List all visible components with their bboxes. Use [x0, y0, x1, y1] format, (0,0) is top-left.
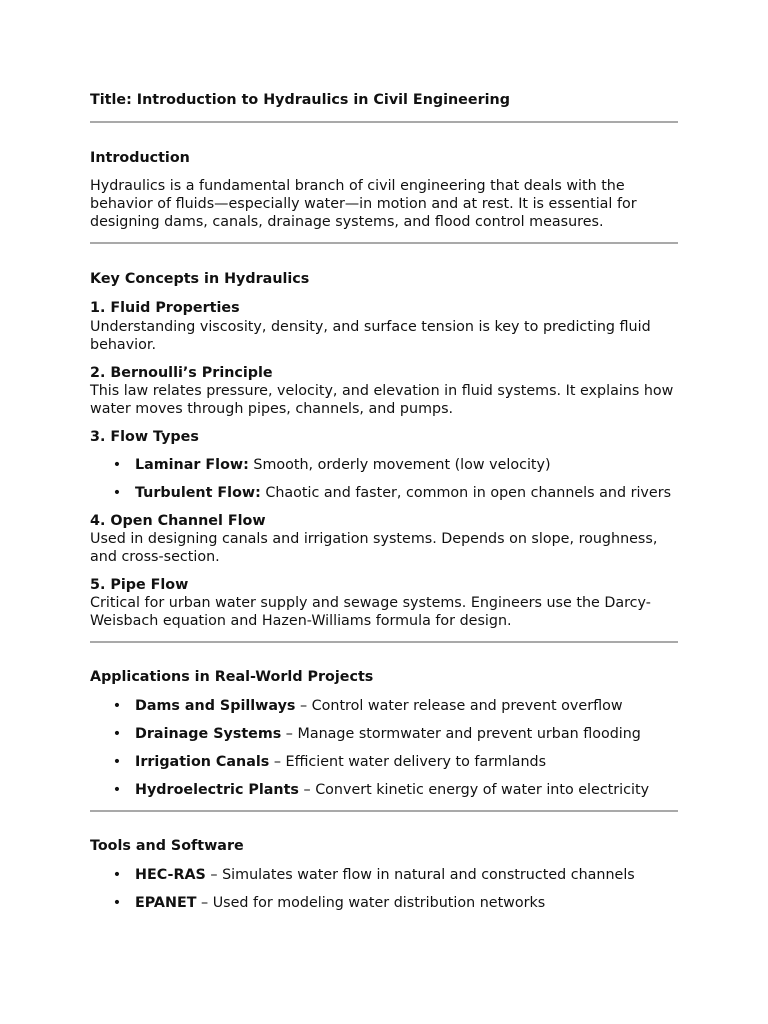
- bullet-icon: •: [112, 867, 122, 883]
- list-item: [90, 697, 678, 715]
- section-heading: Tools and Software: [90, 838, 244, 854]
- tools-list: [90, 866, 678, 912]
- list-item: [90, 781, 678, 799]
- divider: [90, 242, 678, 244]
- concept-bernoulli: [90, 364, 678, 418]
- document-title: Title: Introduction to Hydraulics in Civil Engineering: [90, 92, 510, 108]
- list-item-term: Laminar Flow:: [135, 457, 249, 473]
- list-item-desc: – Simulates water flow in natural and constructed channels: [205, 867, 635, 883]
- tools-section: [90, 836, 678, 912]
- bullet-icon: •: [112, 698, 122, 714]
- concept-fluid-properties: [90, 298, 678, 354]
- concept-flow-types: [90, 428, 678, 502]
- list-item-term: EPANET: [135, 895, 197, 911]
- list-item-term: Drainage Systems: [135, 726, 282, 742]
- list-item-term: Hydroelectric Plants: [135, 782, 299, 798]
- concept-heading: 2. Bernoulli’s Principle: [90, 365, 273, 381]
- concept-heading: 3. Flow Types: [90, 429, 199, 445]
- bullet-icon: •: [112, 782, 122, 798]
- concept-heading: 1. Fluid Properties: [90, 300, 240, 316]
- list-item-desc: Chaotic and faster, common in open channels and rivers: [260, 485, 672, 501]
- concept-body: Critical for urban water supply and sewage systems. Engineers use the Darcy-Weisbach equation and Hazen-Williams formula for design.: [90, 595, 651, 629]
- concept-pipe-flow: [90, 576, 678, 630]
- list-item: [90, 456, 678, 474]
- concept-open-channel: [90, 512, 678, 566]
- introduction-section: [90, 148, 678, 231]
- list-item-desc: – Efficient water delivery to farmlands: [269, 754, 547, 770]
- introduction-body: Hydraulics is a fundamental branch of civil engineering that deals with the behavior of fluids—especially water—in motion and at rest. It is essential for designing dams, canals, drainage systems, and flood control measures.: [90, 178, 637, 230]
- bullet-icon: •: [112, 485, 122, 501]
- bullet-icon: •: [112, 726, 122, 742]
- divider: [90, 810, 678, 812]
- concept-body: Understanding viscosity, density, and surface tension is key to predicting fluid behavior.: [90, 319, 651, 353]
- flow-types-list: [90, 456, 678, 502]
- bullet-icon: •: [112, 457, 122, 473]
- bullet-icon: •: [112, 754, 122, 770]
- divider: [90, 121, 678, 123]
- section-heading: Introduction: [90, 150, 190, 166]
- divider: [90, 641, 678, 643]
- applications-list: [90, 697, 678, 799]
- section-heading: Key Concepts in Hydraulics: [90, 271, 310, 287]
- list-item-desc: Smooth, orderly movement (low velocity): [248, 457, 551, 473]
- section-heading: Applications in Real-World Projects: [90, 669, 374, 685]
- list-item: [90, 753, 678, 771]
- concept-heading: 5. Pipe Flow: [90, 577, 189, 593]
- concept-heading: 4. Open Channel Flow: [90, 513, 266, 529]
- list-item-desc: – Control water release and prevent overflow: [295, 698, 623, 714]
- list-item-desc: – Manage stormwater and prevent urban flooding: [281, 726, 641, 742]
- list-item-term: Irrigation Canals: [135, 754, 270, 770]
- list-item: [90, 894, 678, 912]
- list-item: [90, 484, 678, 502]
- list-item-term: Dams and Spillways: [135, 698, 296, 714]
- applications-section: [90, 667, 678, 799]
- list-item-desc: – Convert kinetic energy of water into electricity: [298, 782, 650, 798]
- concept-body: Used in designing canals and irrigation systems. Depends on slope, roughness, and cross-section.: [90, 531, 658, 565]
- key-concepts-section: [90, 269, 678, 630]
- list-item-desc: – Used for modeling water distribution networks: [196, 895, 546, 911]
- list-item: [90, 725, 678, 743]
- bullet-icon: •: [112, 895, 122, 911]
- document-content: [90, 90, 678, 912]
- list-item-term: HEC-RAS: [135, 867, 206, 883]
- list-item: [90, 866, 678, 884]
- concept-body: This law relates pressure, velocity, and elevation in fluid systems. It explains how water moves through pipes, channels, and pumps.: [90, 383, 674, 417]
- list-item-term: Turbulent Flow:: [135, 485, 261, 501]
